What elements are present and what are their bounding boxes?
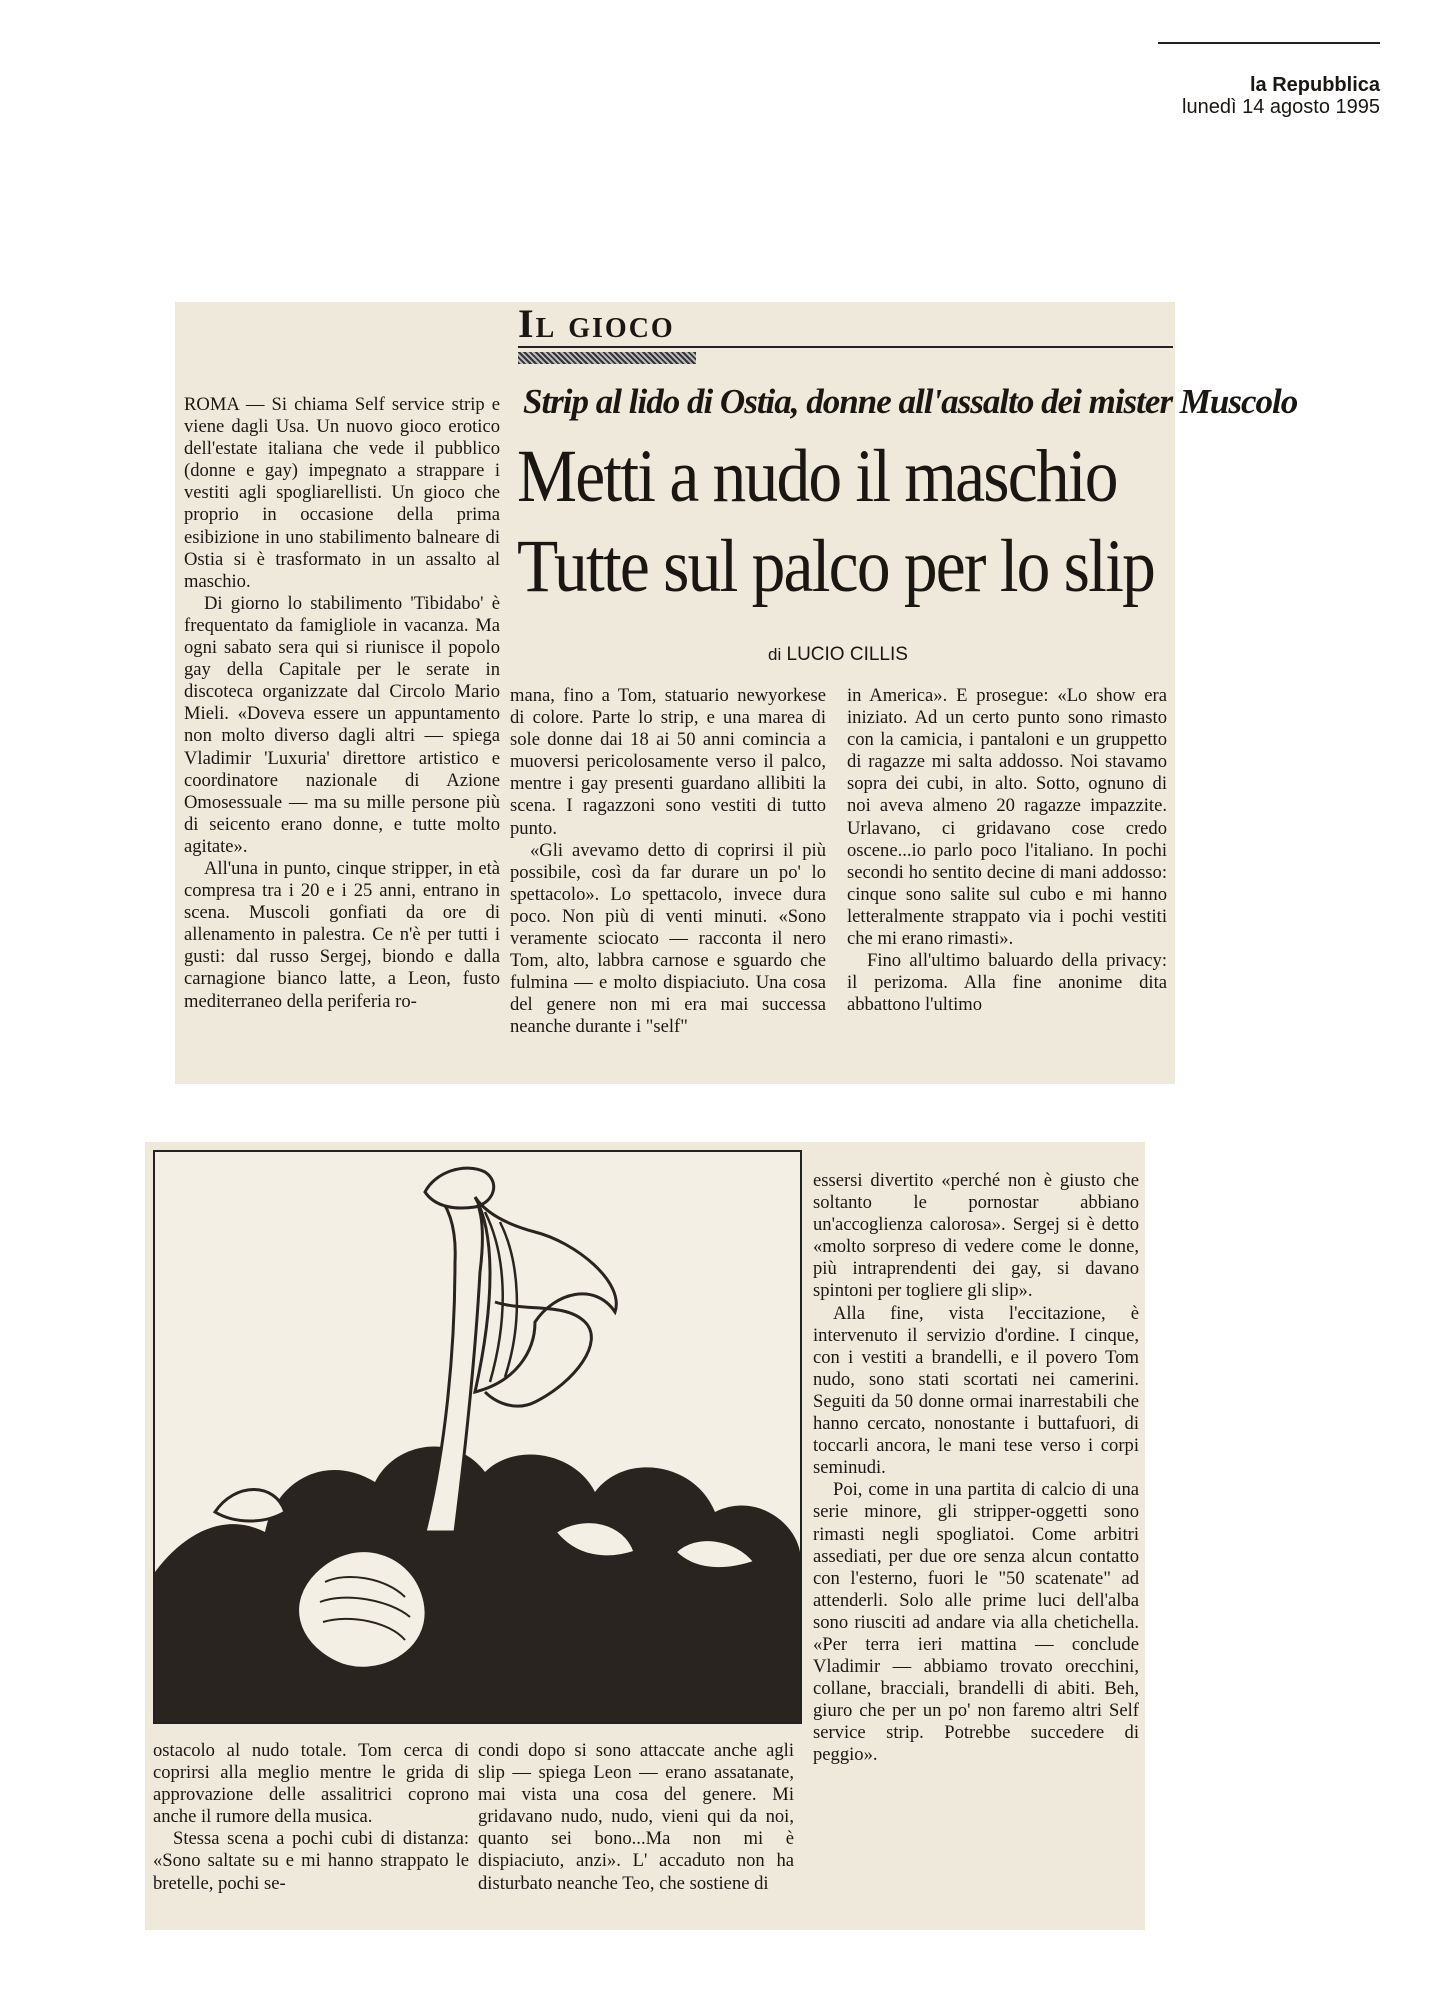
text-column-5 [478,1740,794,1930]
section-rule-pattern [518,352,696,364]
paragraph: mana, fino a Tom, statuario newyorkese di colore. Parte lo strip, e una marea di sole donne dai 18 ai 50 anni comincia a muoversi pericolosamente verso il palco, mentre i gay presenti guardano allibiti la scena. I ragazzoni sono vestiti di tutto punto. [510,685,826,839]
paragraph: Di giorno lo stabilimento 'Tibidabo' è frequentato da famigliole in vacanza. Ma ogni sabato sera qui si riunisce il popolo gay della Capitale per le serate in discoteca organizzate dal Circolo Mario Mieli. «Doveva essere un appuntamento non molto diverso dagli altri — spiega Vladimir 'Luxuria' direttore artistico e coordinatore nazionale di Azione Omosessuale — ma su mille persone più di seicento erano donne, e tutte molto agitate». [184,592,500,857]
text-column-6 [813,1170,1139,1930]
text-column-1 [184,394,500,1084]
section-name: Il gioco [518,301,675,346]
paragraph: essersi divertito «perché non è giusto che soltanto le pornostar abbiano un'accoglienza calorosa». Sergej si è detto «molto sorpreso di vedere come le donne, più intraprendenti dei gay, si davano spintoni per togliere gli slip». [813,1170,1139,1302]
paragraph: Fino all'ultimo baluardo della privacy: il perizoma. Alla fine anonime dita abbattono l'ultimo [847,950,1167,1016]
byline-author: LUCIO CILLIS [786,644,908,665]
article-kicker: Strip al lido di Ostia, donne all'assalto dei mister Muscolo [523,382,1298,421]
paragraph: ROMA — Si chiama Self service strip e viene dagli Usa. Un nuovo gioco erotico dell'estate italiana che vede il pubblico (donne e gay) impegnato a strappare i vestiti agli spogliarellisti. Un gioco che proprio in occasione della prima esibizione in uno stabilimento balneare di Ostia si è trasformato in un assalto al maschio. [184,394,500,592]
article-headline [517,432,1155,612]
text-column-4 [153,1740,469,1930]
newspaper-name: la Repubblica [1249,74,1380,96]
byline-prefix: di [768,645,782,664]
article-clipping-top [175,301,1298,1084]
section-header [518,302,1173,348]
paragraph: «Gli avevamo detto di coprirsi il più possibile, così da far durare un po' lo spettacolo». Lo spettacolo, invece dura poco. Non più di venti minuti. «Sono veramente sciocato — racconta il nero Tom, alto, labbra carnose e sguardo che fulmina — e molto dispiaciuto. Una cosa del genere non mi era mai successa neanche durante i "self" [510,839,826,1038]
cartoon-drawing [155,1152,800,1722]
article-byline [768,644,1068,666]
headline-line-2: Tutte sul palco per lo slip [517,525,1155,608]
paragraph: in America». E prosegue: «Lo show era iniziato. Ad un certo punto sono rimasto con la camicia, i pantaloni e un gruppetto di ragazze mi salta addosso. Noi stavamo sopra dei cubi, in alto. Sotto, ognuno di noi aveva almeno 20 ragazze impazzite. Urlavano, ci gridavano cose credo oscene...io parlo poco l'italiano. In pochi secondi ho sentito decine di mani addosso: cinque sono salite sul cubo e mi hanno letteralmente strappato via i pochi vestiti che mi erano rimasti». [847,685,1167,950]
masthead [1158,42,1380,124]
paragraph: Poi, come in una partita di calcio di una serie minore, gli stripper-oggetti sono rimasti negli spogliatoi. Come arbitri assediati, per due ore senza alcun contatto con l'esterno, fuori le "50 scatenate" ad attenderli. Solo alle prime luci dell'alba sono riusciti ad andare via alla chetichella. «Per terra ieri mattina — conclude Vladimir — abbiamo trovato orecchini, collane, bracciali, brandelli di abiti. Beh, giuro che per un po' non faremo altri Self service strip. Potrebbe succedere di peggio». [813,1479,1139,1766]
paragraph: ostacolo al nudo totale. Tom cerca di coprirsi alla meglio mentre le grida di approvazione delle assalitrici coprono anche il rumore della musica. [153,1740,469,1828]
text-column-3 [847,685,1167,1083]
paragraph: condi dopo si sono attaccate anche agli slip — spiega Leon — erano assatanate, mai vista una cosa del genere. Mi gridavano nudo, nudo, vieni qui da noi, quanto sei bono...Ma non mi è dispiaciuto, anzi». L' accaduto non ha disturbato neanche Teo, che sostiene di [478,1740,794,1894]
paragraph: Alla fine, vista l'eccitazione, è intervenuto il servizio d'ordine. I cinque, con i vestiti a brandelli, e il povero Tom nudo, sono stati scortati nei camerini. Seguiti da 50 donne ormai inarrestabili che hanno cercato, nonostante i buttafuori, di toccarli ancora, le mani tese verso i corpi seminudi. [813,1302,1139,1479]
headline-line-1: Metti a nudo il maschio [517,435,1117,518]
publication-date: lunedì 14 agosto 1995 [1182,96,1380,118]
text-column-2 [510,685,826,1083]
paragraph: Stessa scena a pochi cubi di distanza: «Sono saltate su e mi hanno strappato le bretelle, pochi se- [153,1828,469,1894]
article-clipping-bottom [145,1142,1145,1930]
cartoon-signature: VEŽEK [655,1675,774,1716]
cartoon-illustration [153,1150,802,1724]
paragraph: All'una in punto, cinque stripper, in età compresa tra i 20 e i 25 anni, entrano in scena. Muscoli gonfiati da ore di allenamento in palestra. Ce n'è per tutti i gusti: dal russo Sergej, biondo e dalla carnagione bianco latte, a Leon, fusto mediterraneo della periferia ro- [184,857,500,1012]
